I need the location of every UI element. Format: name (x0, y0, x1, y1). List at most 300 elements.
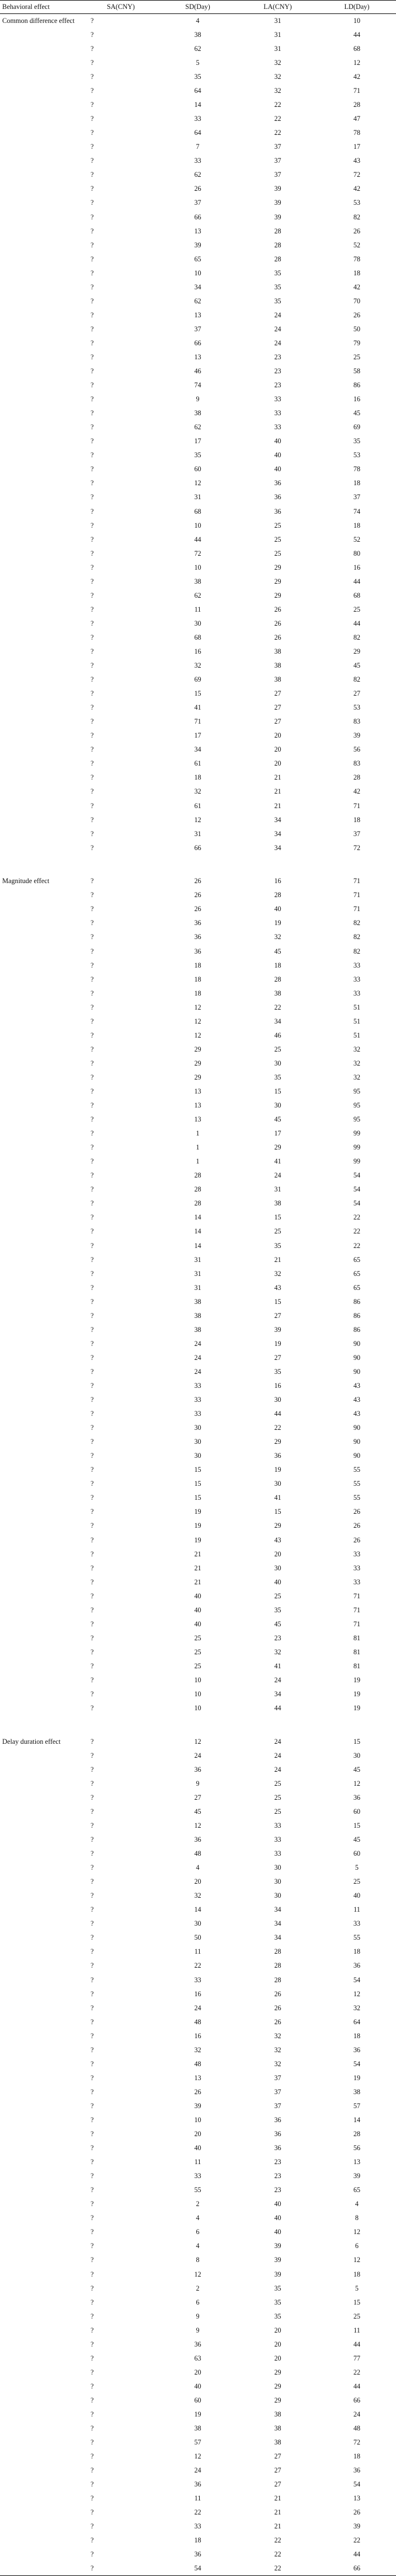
cell-la: 39 (274, 199, 281, 207)
group-label-empty (0, 350, 84, 364)
group-label-empty (0, 2365, 84, 2379)
cell-sd: 26 (194, 905, 201, 913)
cell-sa: ? (91, 521, 94, 529)
cell-sa: ? (91, 2368, 94, 2376)
cell-sa: ? (91, 479, 94, 487)
cell-la: 34 (274, 843, 281, 852)
cell-sa: ? (91, 1494, 94, 1502)
cell-ld: 90 (353, 1438, 361, 1446)
group-label-empty (0, 2351, 84, 2365)
cell-ld: 65 (353, 2186, 361, 2194)
table-row (0, 1889, 396, 1903)
table-row (0, 1847, 396, 1861)
cell-la: 33 (274, 409, 281, 417)
group-label-empty (0, 98, 84, 112)
group-label-empty (0, 2323, 84, 2337)
cell-sd: 32 (194, 787, 201, 796)
group-label-empty (0, 84, 84, 98)
cell-ld: 26 (353, 227, 361, 235)
cell-sa: ? (91, 1807, 94, 1815)
cell-la: 32 (274, 73, 281, 81)
cell-sa: ? (91, 2354, 94, 2362)
cell-la: 35 (274, 269, 281, 277)
table-row (0, 2561, 396, 2575)
table-row (0, 1463, 396, 1477)
cell-la: 25 (274, 1592, 281, 1600)
cell-ld: 71 (353, 877, 361, 885)
cell-sa: ? (91, 1508, 94, 1516)
cell-la: 39 (274, 2270, 281, 2278)
cell-ld: 28 (353, 101, 361, 109)
cell-sd: 27 (194, 1793, 201, 1801)
header-behavioral-effect: Behavioral effect (0, 1, 84, 14)
group-label-empty (0, 336, 84, 350)
group-label-empty (0, 2450, 84, 2464)
cell-la: 24 (274, 1751, 281, 1759)
cell-sa: ? (91, 1438, 94, 1446)
table-row (0, 1875, 396, 1889)
cell-ld: 5 (355, 1864, 359, 1872)
cell-ld: 72 (353, 2438, 361, 2447)
group-label-empty (0, 1673, 84, 1687)
cell-ld: 10 (353, 17, 361, 25)
cell-la: 38 (274, 675, 281, 684)
cell-sa: ? (91, 1101, 94, 1110)
group-label-empty (0, 1308, 84, 1322)
cell-ld: 55 (353, 1934, 361, 1942)
table-row (0, 1141, 396, 1155)
cell-la: 44 (274, 1704, 281, 1712)
table-row (0, 986, 396, 1000)
cell-la: 31 (274, 30, 281, 39)
cell-ld: 33 (353, 989, 361, 997)
cell-la: 34 (274, 1906, 281, 1914)
group-label-empty (0, 1463, 84, 1477)
cell-la: 40 (274, 1578, 281, 1586)
cell-sd: 28 (194, 1171, 201, 1180)
table-row (0, 1861, 396, 1875)
group-label-empty (0, 2183, 84, 2197)
cell-sa: ? (91, 129, 94, 137)
cell-sa: ? (91, 2031, 94, 2040)
table-row (0, 1266, 396, 1280)
group-label: Delay duration effect (2, 1737, 61, 1746)
table-row (0, 504, 396, 518)
cell-sa: ? (91, 255, 94, 263)
table-row (0, 1127, 396, 1141)
cell-ld: 54 (353, 1171, 361, 1180)
cell-la: 21 (274, 2508, 281, 2517)
cell-sa: ? (91, 1878, 94, 1886)
cell-ld: 18 (353, 2031, 361, 2040)
cell-sd: 19 (194, 1536, 201, 1544)
cell-la: 34 (274, 815, 281, 824)
table-row (0, 532, 396, 546)
cell-sa: ? (91, 759, 94, 768)
cell-la: 30 (274, 1564, 281, 1572)
table-row (0, 1308, 396, 1322)
cell-sd: 33 (194, 1396, 201, 1404)
table-row (0, 916, 396, 930)
cell-ld: 29 (353, 647, 361, 655)
cell-la: 35 (274, 1073, 281, 1081)
cell-sa: ? (91, 2480, 94, 2489)
cell-sd: 65 (194, 255, 201, 263)
cell-sd: 9 (196, 2326, 200, 2334)
table-row (0, 28, 396, 42)
cell-la: 23 (274, 381, 281, 390)
cell-la: 44 (274, 1410, 281, 1418)
cell-sd: 74 (194, 381, 201, 390)
group-label-empty (0, 1196, 84, 1210)
cell-ld: 30 (353, 1751, 361, 1759)
cell-sa: ? (91, 367, 94, 376)
table-row (0, 1196, 396, 1210)
cell-sa: ? (91, 633, 94, 641)
cell-ld: 5 (355, 2284, 359, 2292)
cell-sa: ? (91, 1255, 94, 1264)
cell-sd: 40 (194, 1620, 201, 1628)
cell-sa: ? (91, 1620, 94, 1628)
cell-ld: 74 (353, 507, 361, 515)
cell-sd: 26 (194, 2087, 201, 2096)
table-row (0, 70, 396, 84)
table-row (0, 1155, 396, 1169)
cell-la: 25 (274, 1779, 281, 1787)
group-label-empty (0, 532, 84, 546)
cell-sa: ? (91, 1367, 94, 1376)
table-row (0, 701, 396, 715)
group-label-empty (0, 378, 84, 392)
cell-ld: 26 (353, 1508, 361, 1516)
group-label-empty (0, 2113, 84, 2127)
cell-la: 36 (274, 2115, 281, 2124)
cell-ld: 8 (355, 2214, 359, 2222)
table-row (0, 1379, 396, 1393)
cell-sa: ? (91, 17, 94, 25)
table-row (0, 2015, 396, 2029)
group-label-empty (0, 2337, 84, 2351)
cell-ld: 99 (353, 1143, 361, 1152)
group-label-empty (0, 1875, 84, 1889)
cell-sd: 10 (194, 521, 201, 529)
cell-sd: 36 (194, 947, 201, 955)
cell-sa: ? (91, 493, 94, 501)
cell-sa: ? (91, 437, 94, 445)
cell-sa: ? (91, 2045, 94, 2054)
table-row (0, 799, 396, 813)
cell-ld: 15 (353, 1822, 361, 1829)
cell-sd: 28 (194, 1185, 201, 1194)
spacer-cell (0, 1715, 396, 1735)
table-row (0, 1421, 396, 1435)
cell-la: 32 (274, 1269, 281, 1278)
cell-la: 20 (274, 1550, 281, 1558)
cell-la: 16 (274, 1381, 281, 1390)
group-label-empty (0, 1042, 84, 1056)
cell-la: 36 (274, 507, 281, 515)
group-label-empty (0, 1631, 84, 1645)
group-label-empty (0, 210, 84, 224)
group-label-empty (0, 944, 84, 958)
cell-ld: 52 (353, 535, 361, 543)
table-row (0, 1734, 396, 1748)
table-row (0, 1365, 396, 1379)
group-label-empty (0, 42, 84, 56)
group-label-empty (0, 1575, 84, 1589)
group-label-empty (0, 196, 84, 210)
cell-la: 39 (274, 213, 281, 221)
cell-la: 32 (274, 933, 281, 941)
cell-sa: ? (91, 2256, 94, 2264)
cell-ld: 12 (353, 59, 361, 67)
table-row (0, 2408, 396, 2422)
table-row (0, 972, 396, 986)
cell-ld: 79 (353, 339, 361, 347)
cell-sd: 28 (194, 1199, 201, 1208)
group-label-empty (0, 771, 84, 785)
cell-sa: ? (91, 2130, 94, 2138)
cell-ld: 58 (353, 367, 361, 376)
cell-ld: 95 (353, 1115, 361, 1124)
table-row (0, 588, 396, 602)
cell-sa: ? (91, 1297, 94, 1306)
cell-sa: ? (91, 1892, 94, 1900)
cell-sd: 9 (196, 395, 200, 403)
cell-la: 27 (274, 703, 281, 712)
group-label-empty (0, 2436, 84, 2450)
table-row (0, 1748, 396, 1762)
group-label-empty (0, 2211, 84, 2225)
table-row (0, 2267, 396, 2281)
cell-la: 34 (274, 1017, 281, 1025)
table-row (0, 14, 396, 28)
table-row (0, 266, 396, 280)
cell-sa: ? (91, 1381, 94, 1390)
group-label-empty (0, 972, 84, 986)
cell-sa: ? (91, 2003, 94, 2012)
cell-sa: ? (91, 171, 94, 179)
table-row (0, 364, 396, 378)
cell-sd: 19 (194, 1522, 201, 1530)
cell-ld: 71 (353, 891, 361, 899)
cell-sa: ? (91, 1199, 94, 1208)
table-row (0, 1322, 396, 1336)
group-label-empty (0, 2239, 84, 2253)
cell-ld: 70 (353, 297, 361, 305)
group-label-empty (0, 448, 84, 462)
cell-ld: 43 (353, 157, 361, 165)
group-label-empty (0, 1000, 84, 1014)
cell-la: 24 (274, 325, 281, 333)
cell-ld: 22 (353, 2368, 361, 2376)
cell-ld: 80 (353, 549, 361, 557)
table-row (0, 2043, 396, 2057)
cell-la: 40 (274, 465, 281, 473)
table-row (0, 2533, 396, 2547)
cell-sa: ? (91, 961, 94, 969)
table-row (0, 1000, 396, 1014)
cell-sd: 5 (196, 59, 200, 67)
cell-sa: ? (91, 2242, 94, 2250)
table-row (0, 1687, 396, 1701)
cell-sd: 40 (194, 1592, 201, 1600)
cell-la: 45 (274, 1115, 281, 1124)
group-label-empty (0, 2043, 84, 2057)
cell-sd: 10 (194, 1676, 201, 1684)
table-row (0, 1449, 396, 1463)
cell-la: 15 (274, 1213, 281, 1222)
cell-la: 27 (274, 1353, 281, 1362)
group-label-empty (0, 1113, 84, 1127)
cell-sd: 12 (194, 1822, 201, 1829)
cell-sd: 36 (194, 919, 201, 927)
group-label-empty (0, 1748, 84, 1762)
table-row (0, 1673, 396, 1687)
group-label-empty (0, 1519, 84, 1533)
table-row (0, 2394, 396, 2408)
group-label-empty (0, 902, 84, 916)
group-label-empty (0, 1931, 84, 1945)
table-row (0, 771, 396, 785)
cell-sa: ? (91, 227, 94, 235)
cell-sd: 4 (196, 1864, 200, 1872)
group-label-empty (0, 1903, 84, 1917)
cell-sd: 12 (194, 2452, 201, 2461)
cell-ld: 39 (353, 731, 361, 740)
table-row (0, 1435, 396, 1449)
table-row (0, 322, 396, 336)
cell-sa: ? (91, 2017, 94, 2026)
cell-ld: 12 (353, 1990, 361, 1998)
cell-sd: 33 (194, 1976, 201, 1984)
cell-sd: 31 (194, 1255, 201, 1264)
group-label-empty (0, 1449, 84, 1463)
cell-sa: ? (91, 1480, 94, 1488)
table-row (0, 2239, 396, 2253)
cell-ld: 60 (353, 1850, 361, 1858)
cell-ld: 26 (353, 2508, 361, 2517)
cell-sd: 62 (194, 591, 201, 599)
cell-la: 28 (274, 1976, 281, 1984)
table-header (0, 1, 396, 14)
cell-la: 30 (274, 1059, 281, 1067)
cell-sd: 2 (196, 2284, 200, 2292)
cell-sd: 31 (194, 1283, 201, 1292)
cell-sa: ? (91, 1920, 94, 1928)
table-row (0, 1917, 396, 1931)
cell-la: 29 (274, 563, 281, 571)
cell-ld: 53 (353, 199, 361, 207)
group-label-empty (0, 1491, 84, 1505)
table-row (0, 1805, 396, 1819)
table-row (0, 1973, 396, 1987)
group-label-empty (0, 490, 84, 504)
cell-la: 39 (274, 1325, 281, 1334)
cell-la: 32 (274, 1648, 281, 1656)
cell-sd: 10 (194, 1704, 201, 1712)
cell-sa: ? (91, 1213, 94, 1222)
cell-la: 33 (274, 395, 281, 403)
group-label-empty (0, 2001, 84, 2015)
cell-sa: ? (91, 59, 94, 67)
cell-ld: 22 (353, 1241, 361, 1250)
cell-sd: 30 (194, 1920, 201, 1928)
cell-la: 19 (274, 1466, 281, 1474)
cell-sa: ? (91, 1353, 94, 1362)
group-label-empty (0, 1847, 84, 1861)
cell-la: 21 (274, 801, 281, 810)
cell-la: 41 (274, 1494, 281, 1502)
cell-la: 22 (274, 101, 281, 109)
cell-sd: 68 (194, 633, 201, 641)
table-row (0, 560, 396, 574)
cell-ld: 54 (353, 1199, 361, 1208)
cell-sd: 38 (194, 409, 201, 417)
cell-sd: 10 (194, 2115, 201, 2124)
cell-ld: 39 (353, 2522, 361, 2531)
group-label-empty (0, 238, 84, 252)
cell-sd: 24 (194, 1367, 201, 1376)
cell-la: 32 (274, 2031, 281, 2040)
group-label-empty (0, 827, 84, 841)
cell-la: 29 (274, 2382, 281, 2390)
cell-ld: 65 (353, 1269, 361, 1278)
group-label-empty (0, 154, 84, 168)
table-row (0, 888, 396, 902)
cell-sd: 38 (194, 1311, 201, 1320)
table-row (0, 1393, 396, 1407)
cell-ld: 55 (353, 1466, 361, 1474)
table-row (0, 574, 396, 588)
cell-la: 38 (274, 647, 281, 655)
cell-sa: ? (91, 829, 94, 838)
cell-ld: 66 (318, 2561, 396, 2575)
cell-la: 43 (274, 1283, 281, 1292)
group-label-empty (0, 2295, 84, 2309)
table-row (0, 2183, 396, 2197)
cell-la: 27 (274, 2480, 281, 2489)
cell-sd: 6 (196, 2298, 200, 2306)
table-row (0, 1519, 396, 1533)
cell-ld: 54 (353, 1185, 361, 1194)
table-row (0, 112, 396, 126)
group-label-empty (0, 1421, 84, 1435)
cell-ld: 4 (355, 2200, 359, 2208)
group-label-empty (0, 1791, 84, 1805)
cell-la: 36 (274, 2144, 281, 2152)
cell-sa: ? (91, 2410, 94, 2418)
cell-sa: ? (91, 2158, 94, 2166)
cell-sa: ? (91, 703, 94, 712)
group-label-empty (0, 916, 84, 930)
group-label-empty (0, 1294, 84, 1308)
cell-ld: 33 (353, 975, 361, 983)
cell-ld: 12 (353, 1779, 361, 1787)
cell-ld: 18 (353, 2270, 361, 2278)
cell-ld: 38 (353, 2087, 361, 2096)
cell-sa: ? (91, 2087, 94, 2096)
cell-sa: ? (91, 339, 94, 347)
group-label-empty (0, 322, 84, 336)
cell-la: 23 (274, 1634, 281, 1642)
cell-sa: ? (91, 2115, 94, 2124)
cell-ld: 15 (353, 2298, 361, 2306)
cell-ld: 45 (353, 409, 361, 417)
cell-sd: 36 (194, 2480, 201, 2489)
cell-ld: 32 (353, 1073, 361, 1081)
cell-la: 20 (274, 2354, 281, 2362)
